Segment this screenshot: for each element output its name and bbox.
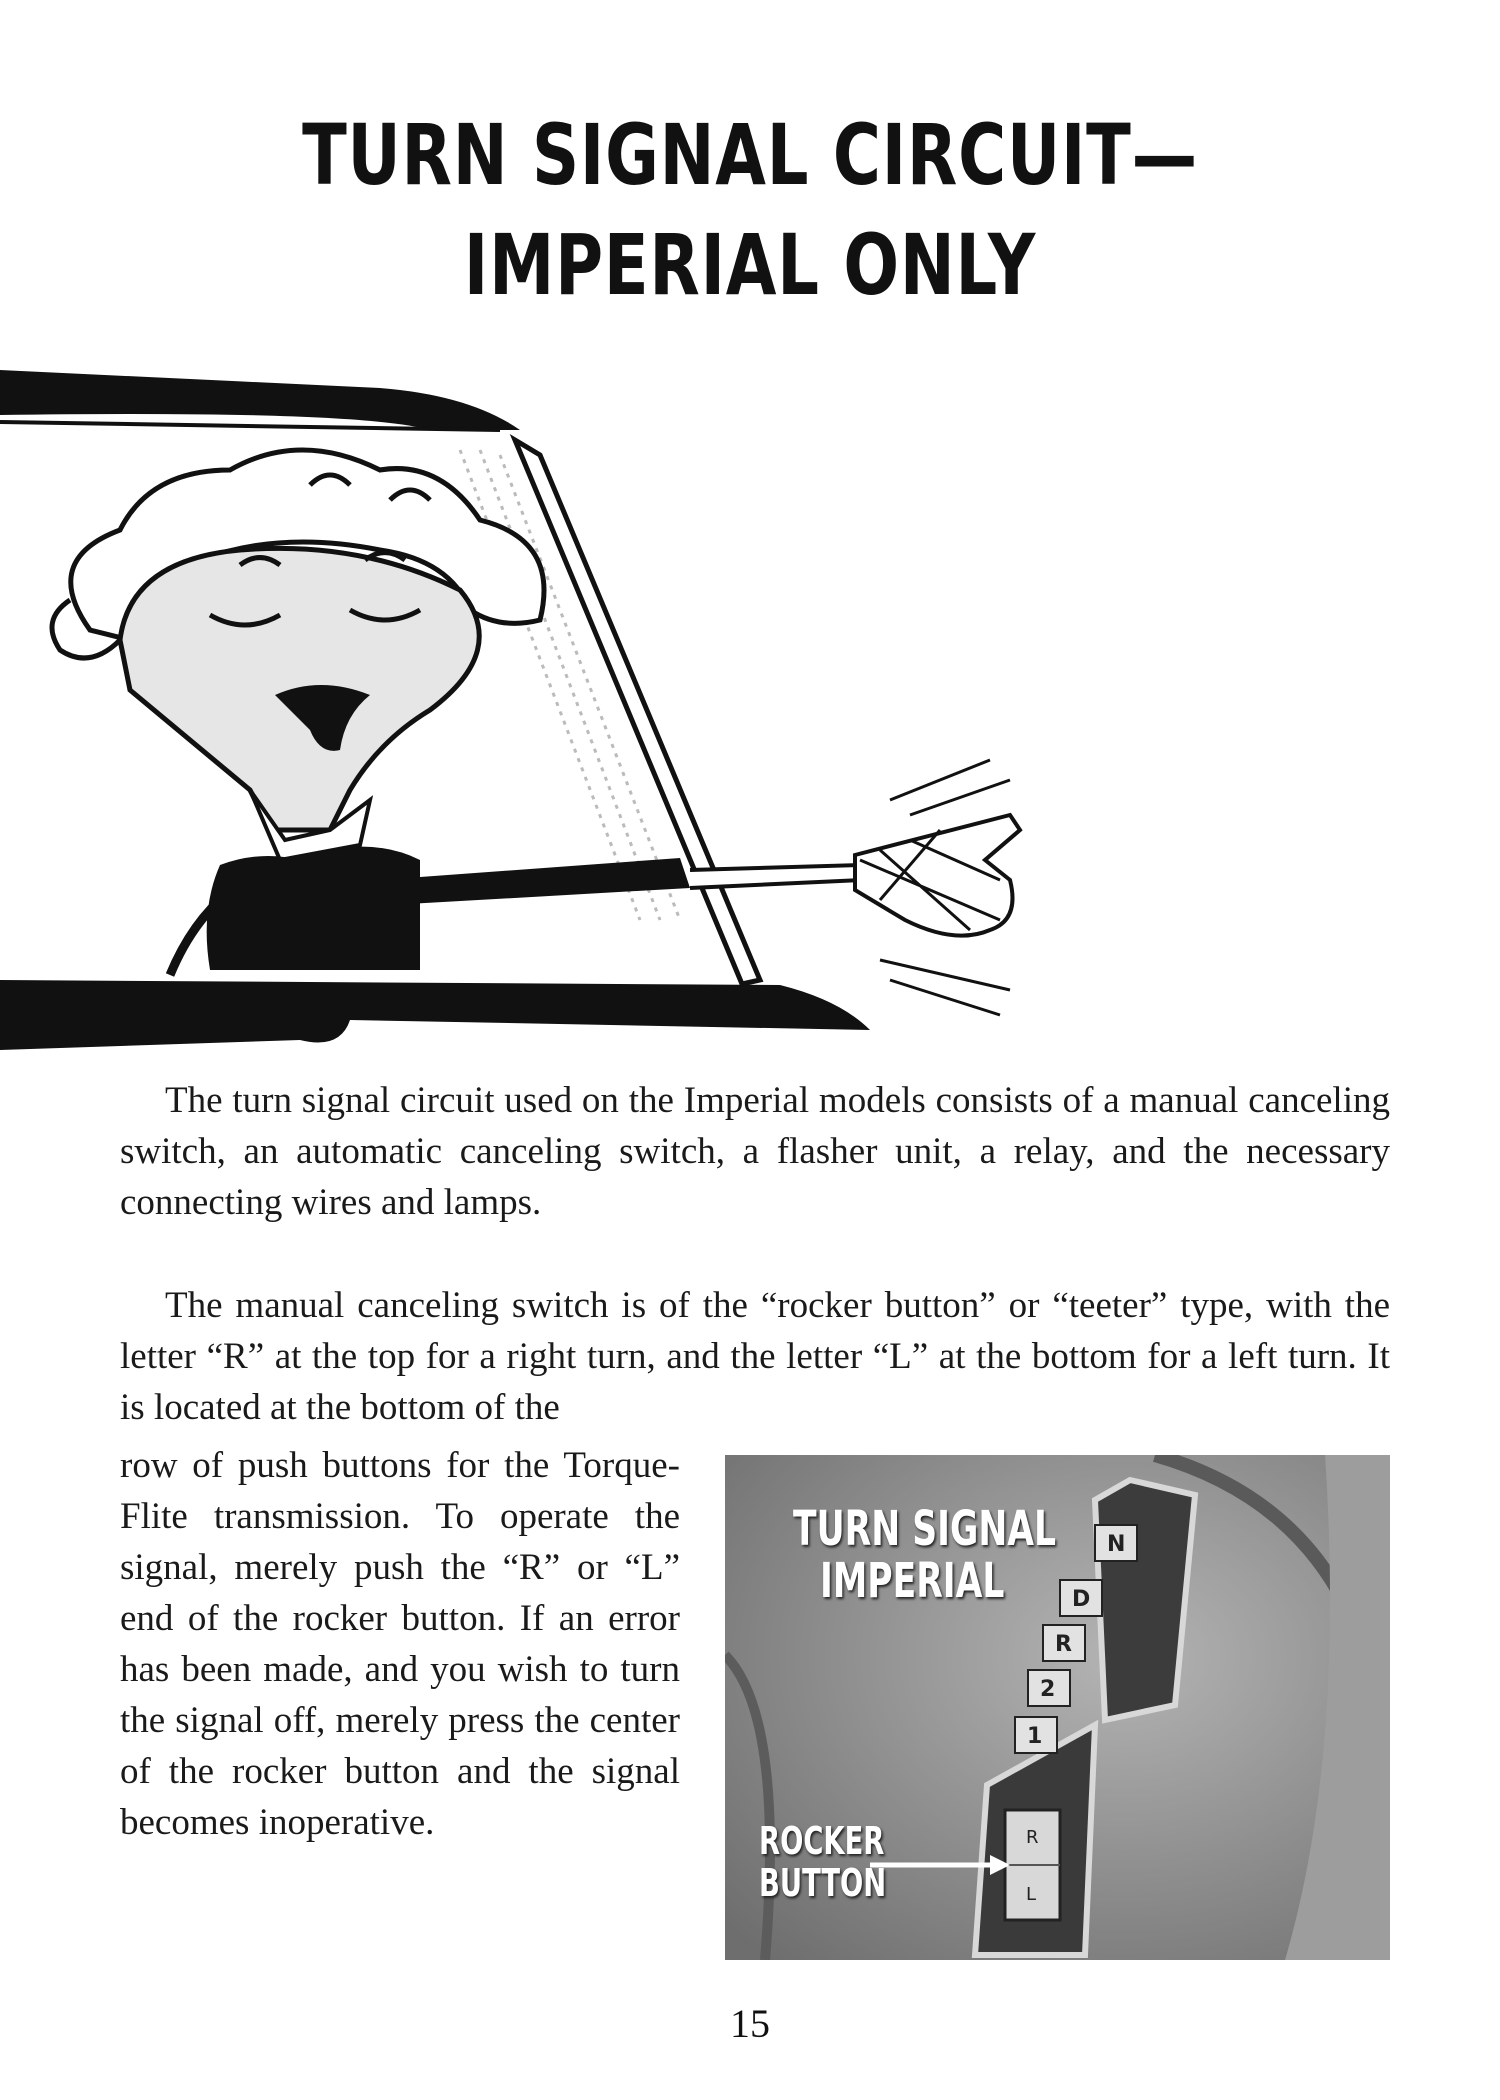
page-title-line-2: IMPERIAL ONLY [463, 216, 1037, 314]
gear-button-1: 1 [1027, 1724, 1043, 1749]
rocker-letter-r: R [1026, 1827, 1039, 1848]
paragraph-2: The manual canceling switch is of the “rocker button” or “teeter” type, with the letter “R” at the top for a right turn, and the letter “L” at the bottom for a left turn. It is located at the bottom of the [120, 1285, 1390, 1428]
cartoon-driver-illustration [0, 360, 1100, 1050]
arm [380, 858, 690, 905]
photo-label-turn-signal: TURN SIGNAL [793, 1501, 1057, 1557]
paragraph-1: The turn signal circuit used on the Imperial models consists of a manual canceling switch, an automatic canceling switch, a flasher unit, a relay, and the necessary connecting wires and lamps. [120, 1080, 1390, 1223]
gear-button-r: R [1055, 1632, 1072, 1657]
car-roof [0, 370, 520, 430]
windshield-frame [515, 440, 760, 984]
page-title-line-1: TURN SIGNAL CIRCUIT— [302, 106, 1198, 204]
rocker-button-photo [725, 1455, 1390, 1960]
gear-button-n: N [1107, 1532, 1126, 1557]
rocker-letter-l: L [1026, 1884, 1037, 1905]
paragraph-3: row of push buttons for the Torque-Flite transmission. To operate the signal, merely push the “R” or “L” end of the rocker button. If an error has been made, and you wish to turn the signal off, merely press the center of the rocker button and the signal becomes inoperative. [120, 1445, 680, 1843]
page-number: 15 [730, 2001, 770, 2046]
photo-label-imperial: IMPERIAL [820, 1553, 1005, 1609]
torso [207, 847, 420, 970]
pointing-glove [855, 815, 1020, 936]
car-door [0, 980, 870, 1050]
gear-button-d: D [1072, 1587, 1091, 1612]
photo-callout-rocker: ROCKER [759, 1819, 885, 1863]
gear-button-2: 2 [1040, 1677, 1056, 1702]
photo-callout-button: BUTTON [759, 1861, 887, 1905]
page-title [165, 100, 1335, 320]
